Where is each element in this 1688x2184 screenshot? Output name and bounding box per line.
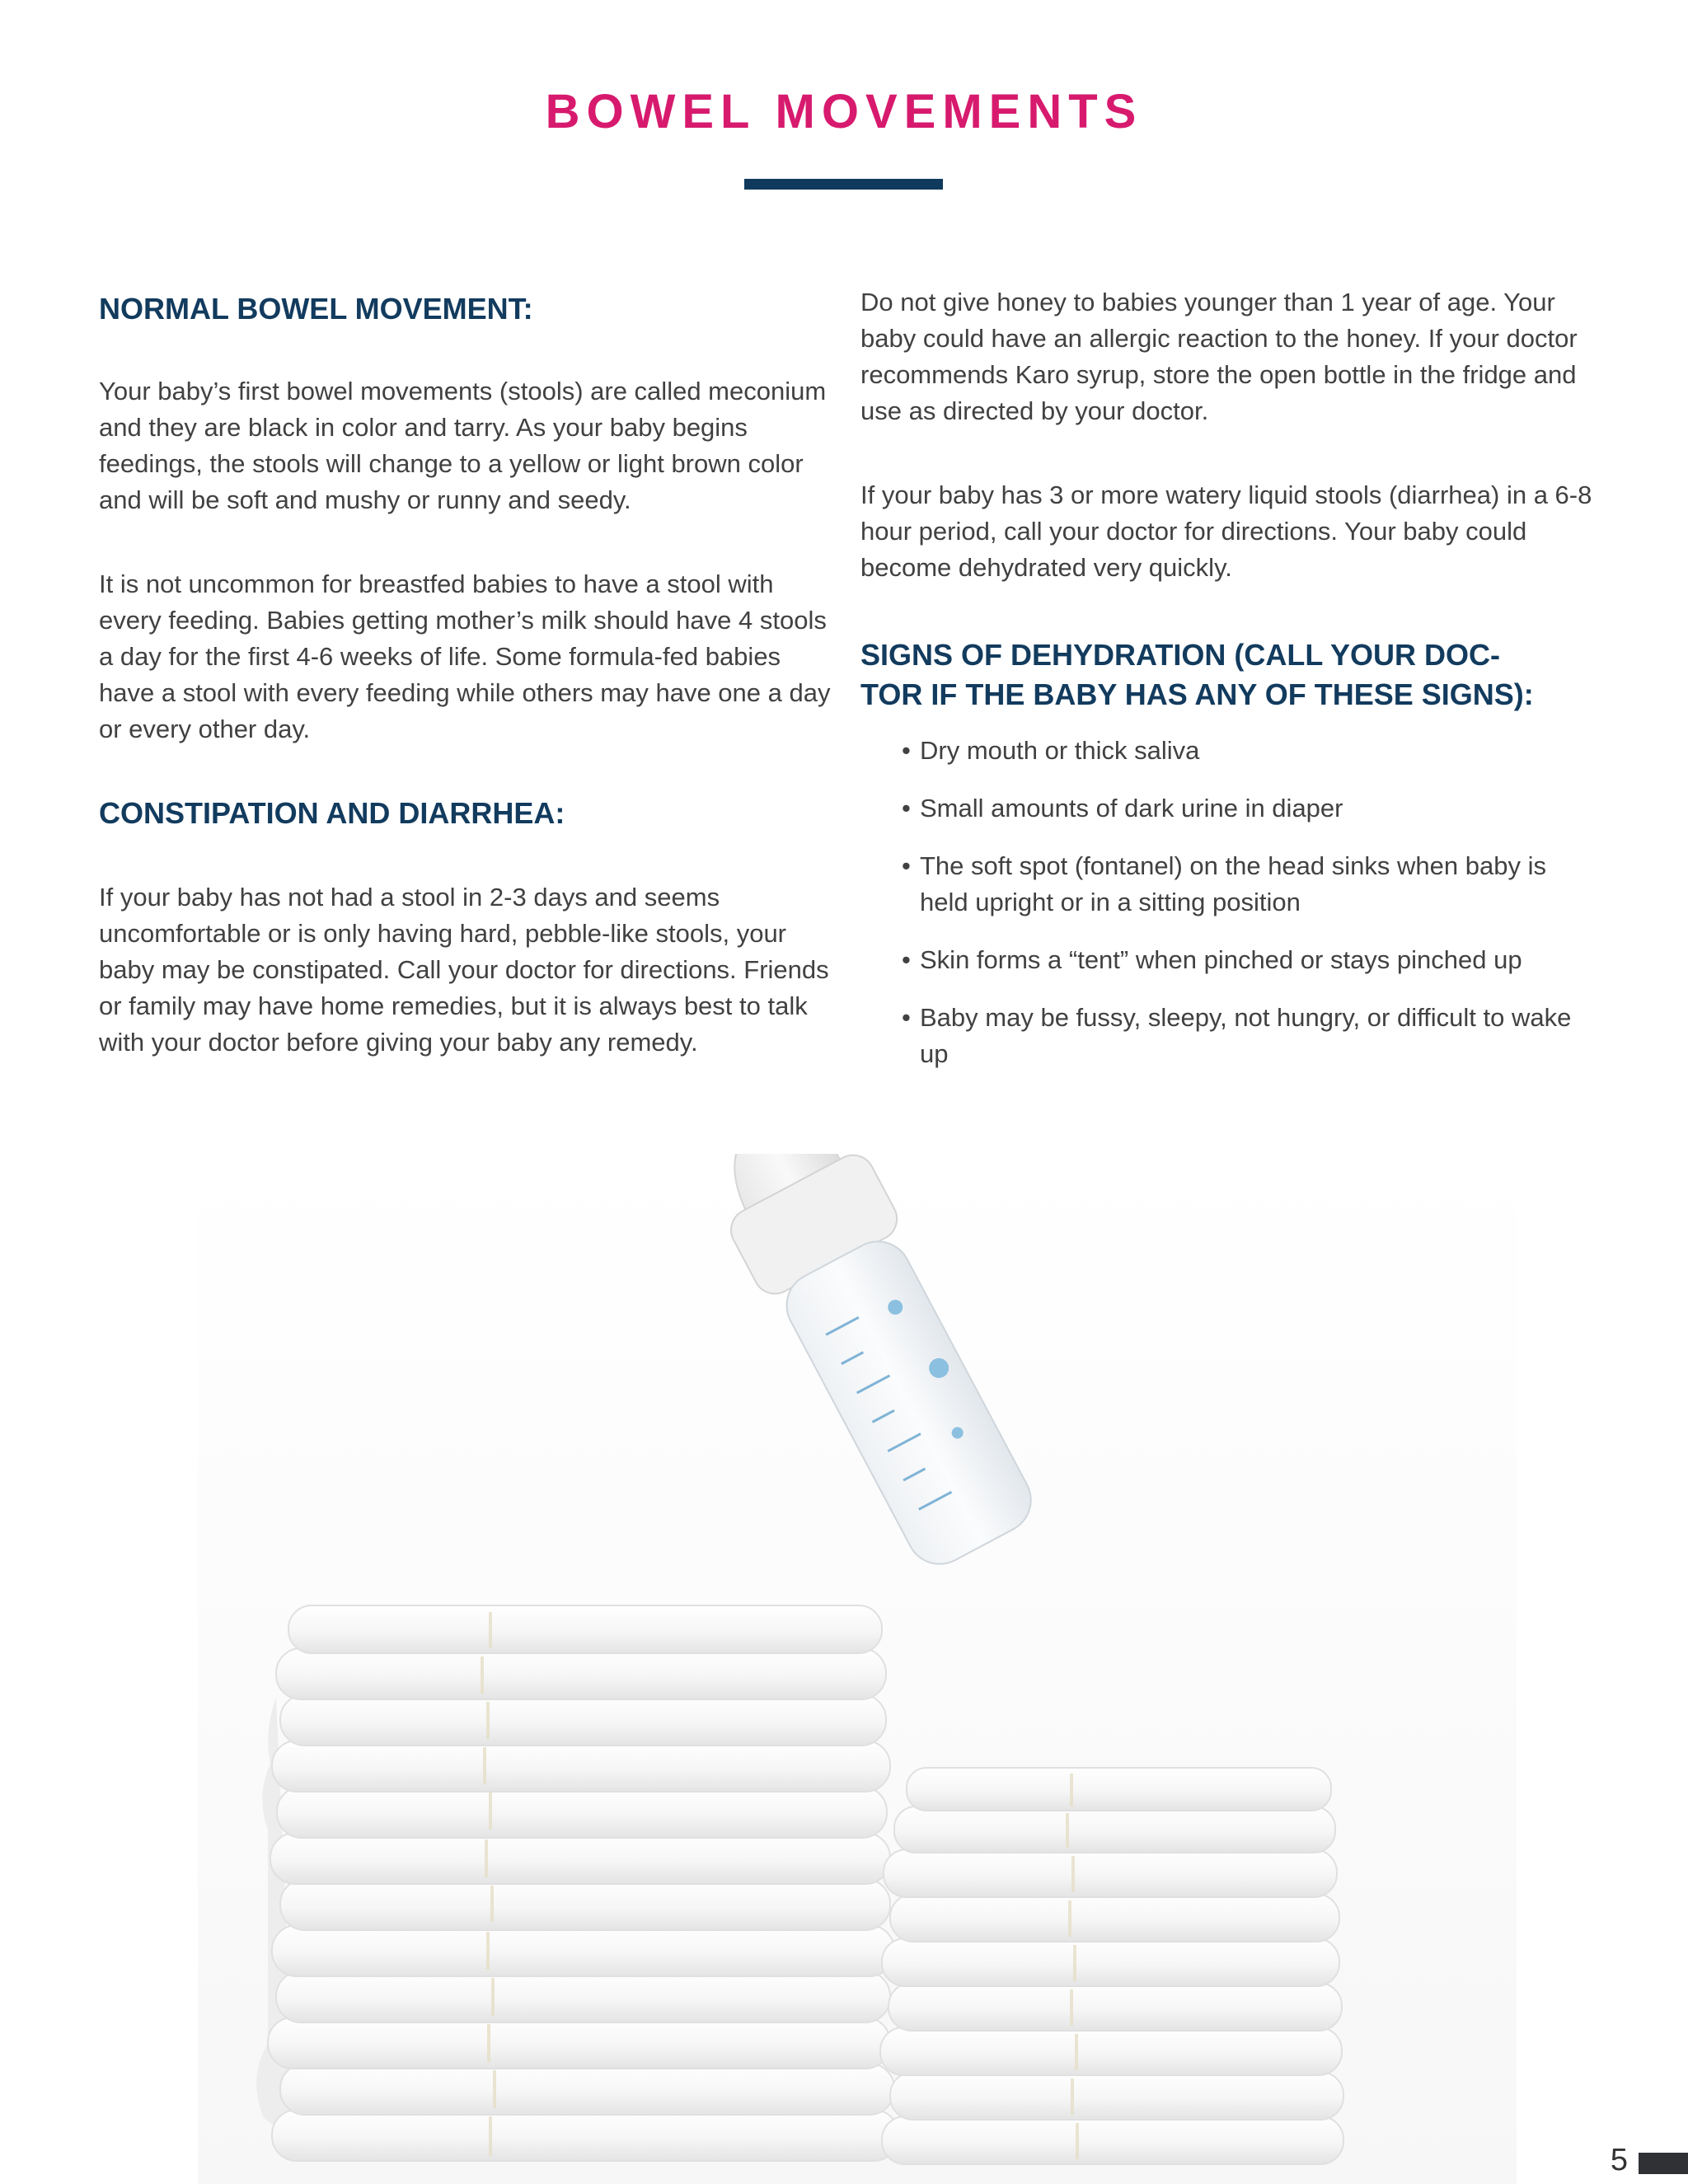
title-underline: [744, 179, 943, 190]
heading-normal-bowel-movement: NORMAL BOWEL MOVEMENT:: [99, 292, 533, 326]
heading-signs-line-1: SIGNS OF DEHYDRATION (CALL YOUR DOC-: [860, 638, 1501, 672]
heading-constipation-diarrhea: CONSTIPATION AND DIARRHEA:: [99, 796, 565, 830]
paragraph-breastfed-stools: It is not uncommon for breastfed babies to have a stool with every feeding. Babies getting mother’s milk should have 4 stools a day for the first 4-6 weeks of life. Some formula-fed babies have a stool with every feeding while others may have one a day or every other day.: [99, 569, 831, 743]
list-item: • Baby may be fussy, sleepy, not hungry, or difficult to wake up: [902, 1000, 1594, 1072]
bullet-icon: •: [902, 945, 911, 974]
dehydration-signs-list: [860, 733, 1594, 1072]
heading-signs-line-2: TOR IF THE BABY HAS ANY OF THESE SIGNS):: [860, 677, 1534, 711]
page-number-tab: [1639, 2153, 1688, 2174]
right-diaper-stack: [880, 1768, 1343, 2164]
paragraph-diarrhea: If your baby has 3 or more watery liquid stools (diarrhea) in a 6-8 hour period, call your doctor for directions. Your baby could become dehydrated very quickly.: [860, 480, 1592, 582]
bullet-icon: •: [902, 794, 911, 823]
paragraph-constipation: If your baby has not had a stool in 2-3 days and seems uncomfortable or is only having hard, pebble-like stools, your baby may be constipated. Call your doctor for directions. Friends or family may have home remedies, but it is always best to talk with your doctor before giving your baby any remedy.: [99, 883, 829, 1057]
right-column: [860, 284, 1594, 1094]
list-item: • Skin forms a “tent” when pinched or stays pinched up: [902, 942, 1594, 978]
bullet-icon: •: [902, 1003, 911, 1032]
heading-signs-of-dehydration: [860, 635, 1594, 715]
bullet-icon: •: [902, 736, 911, 765]
list-item: • Small amounts of dark urine in diaper: [902, 790, 1594, 827]
list-item: • Dry mouth or thick saliva: [902, 733, 1594, 769]
page-title: BOWEL MOVEMENTS: [545, 85, 1143, 138]
diapers-and-bottle-photo: [198, 1154, 1517, 2184]
bullet-icon: •: [902, 851, 911, 880]
page-number: 5: [1610, 2143, 1628, 2177]
paragraph-first-stools: Your baby’s first bowel movements (stools) are called meconium and they are black in color and tarry. As your baby begins feedings, the stools will change to a yellow or light brown color and will be soft and mushy or runny and seedy.: [99, 377, 827, 514]
paragraph-honey: Do not give honey to babies younger than 1 year of age. Your baby could have an allergic reaction to the honey. If your doctor recommends Karo syrup, store the open bottle in the fridge and use as directed by your doctor.: [860, 288, 1578, 425]
list-item: • The soft spot (fontanel) on the head sinks when baby is held upright or in a sitting position: [902, 848, 1594, 921]
left-column: [99, 284, 832, 1061]
left-diaper-stack: [256, 1605, 898, 2161]
